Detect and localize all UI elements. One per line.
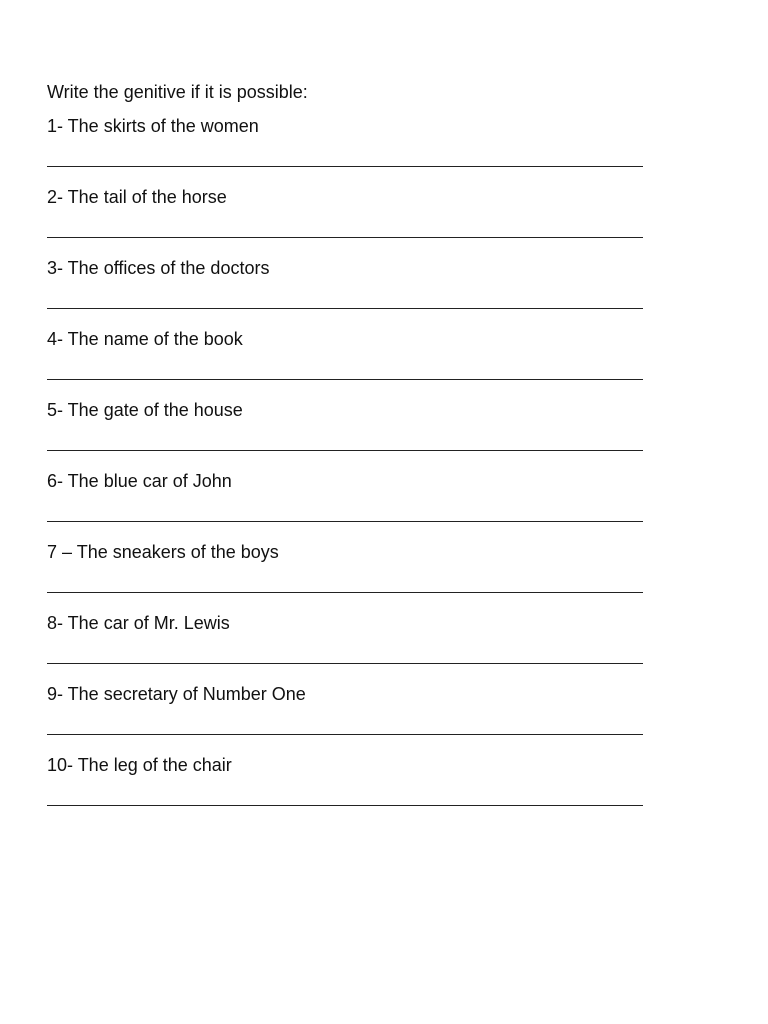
exercise-prompt: 3- The offices of the doctors bbox=[47, 258, 270, 278]
exercise-item-5 bbox=[47, 398, 643, 469]
exercise-prompt: 6- The blue car of John bbox=[47, 471, 232, 491]
answer-line[interactable] bbox=[47, 592, 643, 593]
answer-line[interactable] bbox=[47, 663, 643, 664]
exercise-item-4 bbox=[47, 327, 643, 398]
exercise-item-3 bbox=[47, 256, 643, 327]
answer-line[interactable] bbox=[47, 379, 643, 380]
exercise-prompt: 9- The secretary of Number One bbox=[47, 684, 306, 704]
exercise-prompt: 10- The leg of the chair bbox=[47, 755, 232, 775]
answer-line[interactable] bbox=[47, 521, 643, 522]
exercise-prompt: 4- The name of the book bbox=[47, 329, 243, 349]
exercise-item-1 bbox=[47, 114, 643, 185]
worksheet bbox=[47, 80, 643, 824]
answer-line[interactable] bbox=[47, 450, 643, 451]
exercise-prompt: 5- The gate of the house bbox=[47, 400, 243, 420]
exercise-prompt: 1- The skirts of the women bbox=[47, 116, 259, 136]
exercise-prompt: 7 – The sneakers of the boys bbox=[47, 542, 279, 562]
instruction-text: Write the genitive if it is possible: bbox=[47, 82, 308, 102]
answer-line[interactable] bbox=[47, 237, 643, 238]
answer-line[interactable] bbox=[47, 166, 643, 167]
answer-line[interactable] bbox=[47, 734, 643, 735]
answer-line[interactable] bbox=[47, 805, 643, 806]
answer-line[interactable] bbox=[47, 308, 643, 309]
exercise-item-9 bbox=[47, 682, 643, 753]
exercise-item-10 bbox=[47, 753, 643, 824]
exercise-item-7 bbox=[47, 540, 643, 611]
exercise-prompt: 2- The tail of the horse bbox=[47, 187, 227, 207]
exercise-item-8 bbox=[47, 611, 643, 682]
exercise-item-6 bbox=[47, 469, 643, 540]
exercise-prompt: 8- The car of Mr. Lewis bbox=[47, 613, 230, 633]
exercise-item-2 bbox=[47, 185, 643, 256]
